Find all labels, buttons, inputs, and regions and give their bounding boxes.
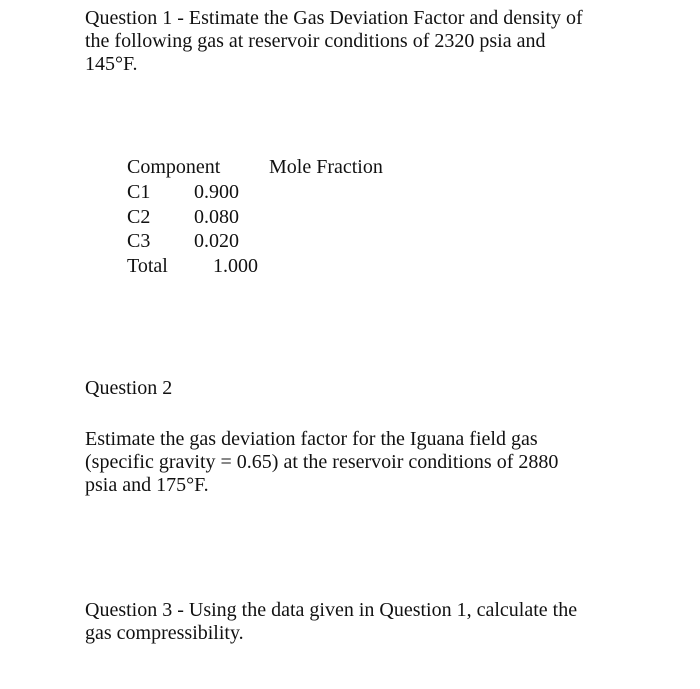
question-1-line: the following gas at reservoir conditions of 2320 psia and xyxy=(85,30,546,52)
table-cell-total-label: Total xyxy=(127,255,168,277)
question-3-line: Question 3 - Using the data given in Question 1, calculate the xyxy=(85,599,578,621)
table-cell-component: C3 xyxy=(127,230,151,252)
table-cell-component: C2 xyxy=(127,206,151,228)
question-2-heading: Question 2 xyxy=(85,377,173,399)
question-2-title xyxy=(85,377,645,400)
table-cell-fraction: 0.900 xyxy=(194,181,239,203)
question-2-line: psia and 175°F. xyxy=(85,474,209,496)
table-cell-fraction: 0.020 xyxy=(194,230,239,252)
table-cell-total-value: 1.000 xyxy=(213,255,258,277)
table-cell-component: C1 xyxy=(127,181,151,203)
question-3-line: gas compressibility. xyxy=(85,622,244,644)
question-3-text xyxy=(85,599,645,645)
question-2-text xyxy=(85,428,645,497)
question-1-line: Question 1 - Estimate the Gas Deviation Factor and density of xyxy=(85,7,583,29)
question-1-text xyxy=(85,7,645,76)
table-cell-fraction: 0.080 xyxy=(194,206,239,228)
table-header-mole-fraction: Mole Fraction xyxy=(269,156,383,178)
question-1-line: 145°F. xyxy=(85,53,138,75)
table-header-component: Component xyxy=(127,156,221,178)
question-2-line: Estimate the gas deviation factor for the Iguana field gas xyxy=(85,428,538,450)
question-2-line: (specific gravity = 0.65) at the reservoir conditions of 2880 xyxy=(85,451,559,473)
